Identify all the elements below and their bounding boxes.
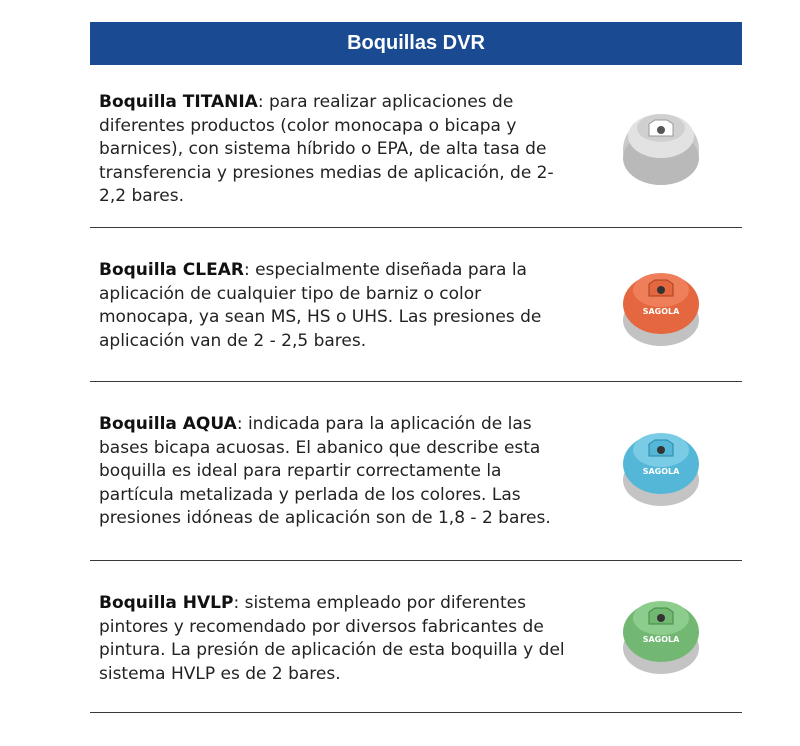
nozzle-name: Boquilla HVLP bbox=[99, 593, 234, 613]
nozzle-description: : indicada para la aplicación de las bases bicapa acuosas. El abanico que describe esta boquilla es ideal para repartir correctamente la partícula metalizada y perlada de los colores. Las presiones idóneas de aplicación son de 1,8 - 2 bares. bbox=[99, 414, 551, 528]
table-title: Boquillas DVR bbox=[347, 32, 485, 54]
nozzle-entry-hvlp bbox=[99, 592, 569, 686]
nozzle-description: : para realizar aplicaciones de diferentes productos (color monocapa o bicapa y barnices), con sistema híbrido o EPA, de alta tasa de transferencia y presiones medias de aplicación, de 2- 2,2 bares. bbox=[99, 92, 554, 206]
nozzle-entry-titania bbox=[99, 91, 569, 209]
nozzle-description: : especialmente diseñada para la aplicación de cualquier tipo de barniz o color monocapa, ya sean MS, HS o UHS. Las presiones de aplicación van de 2 - 2,5 bares. bbox=[99, 260, 542, 351]
nozzle-cap-label: SAGOLA bbox=[642, 467, 680, 476]
nozzle-cap-label: SAGOLA bbox=[642, 307, 680, 316]
titania-nozzle-image bbox=[618, 106, 704, 188]
clear-nozzle-image bbox=[618, 264, 704, 348]
hvlp-nozzle-image bbox=[618, 592, 704, 676]
nozzle-name: Boquilla AQUA bbox=[99, 414, 237, 434]
nozzle-name: Boquilla CLEAR bbox=[99, 260, 244, 280]
nozzle-entry-aqua bbox=[99, 413, 569, 531]
row-divider bbox=[90, 712, 742, 713]
row-divider bbox=[90, 381, 742, 382]
nozzle-name: Boquilla TITANIA bbox=[99, 92, 258, 112]
row-divider bbox=[90, 227, 742, 228]
nozzle-entry-clear bbox=[99, 259, 569, 353]
aqua-nozzle-image bbox=[618, 424, 704, 508]
nozzle-description: : sistema empleado por diferentes pintores y recomendado por diversos fabricantes de pintura. La presión de aplicación de esta boquilla y del sistema HVLP es de 2 bares. bbox=[99, 593, 565, 684]
row-divider bbox=[90, 560, 742, 561]
nozzle-cap-label: SAGOLA bbox=[642, 635, 680, 644]
table-header bbox=[90, 22, 742, 65]
